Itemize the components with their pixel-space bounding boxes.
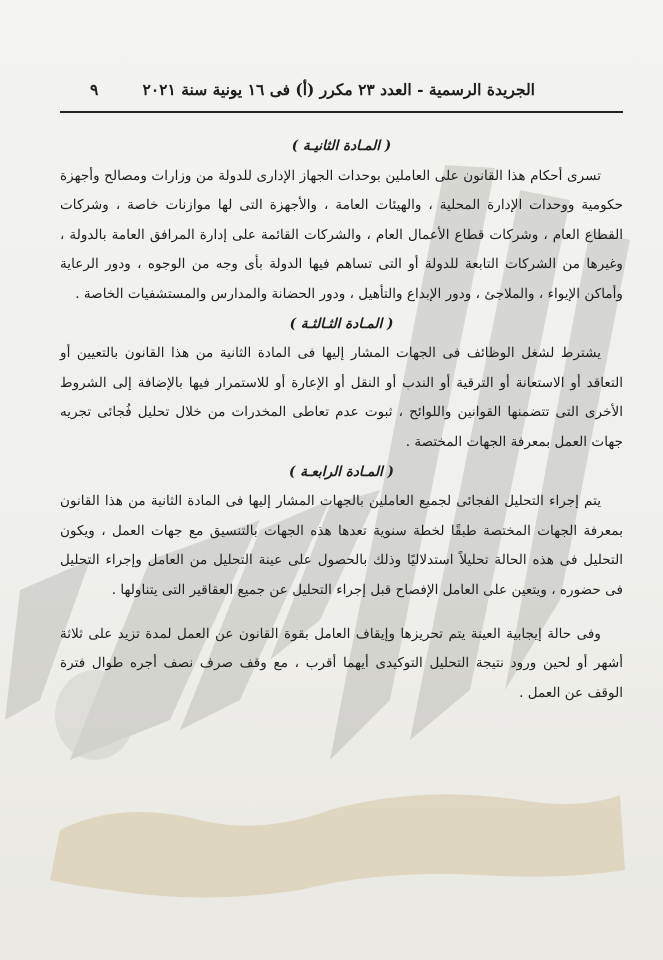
article-two-heading: ( المـادة الثانيـة ) — [291, 138, 392, 154]
article-four-text-2: وفى حالة إيجابية العينة يتم تحريزها وإيقاف العامل بقوة القانون عن العمل لمدة تزيد على ثلاثة أشهر أو لحين ورود نتيجة التحليل التوكيدى أيهما أقرب ، مع وقف صرف نصف أجره طوال فترة الوقف عن العمل . — [60, 625, 623, 701]
header-title: الجريدة الرسمية - العدد ٢٣ مكرر (أ) فى ١٦ يونية سنة ٢٠٢١ — [142, 80, 535, 99]
article-three-heading: ( المـادة الثـالثـة ) — [289, 315, 394, 332]
article-four-text: يتم إجراء التحليل الفجائى لجميع العاملين بالجهات المشار إليها فى المادة الثانية من هذا القانون بمعرفة الجهات المختصة طبقًا لخطة سنوية تعدها هذه الجهات بالتنسيق مع جهات العمل ، ويكون التحليل فى هذه الحالة تحليلاً استدلاليًا وذلك بالحصول على عينة التحليل من العامل وإجراء التحليل فى حضوره ، ويتعين على العامل الإفصاح قبل إجراء التحليل عن جميع العقاقير التى يتناولها . — [60, 493, 623, 598]
page-number: ٩ — [90, 80, 99, 99]
document-body — [60, 132, 623, 708]
header-divider — [60, 111, 623, 113]
article-three-text: يشترط لشغل الوظائف فى الجهات المشار إليها فى المادة الثانية من هذا القانون بالتعيين أو التعاقد أو الاستعانة أو الترقية أو الندب أو النقل أو الإعارة أو للاستمرار فيها بالإضافة إلى الشروط الأخرى التى تتضمنها القوانين واللوائح ، ثبوت عدم تعاطى المخدرات من خلال تحليل فُجائى تجريه جهات العمل بمعرفة الجهات المختصة . — [60, 345, 623, 450]
article-two-text: تسرى أحكام هذا القانون على العاملين بوحدات الجهاز الإدارى للدولة من وزارات ومصالح وأجهزة حكومية ووحدات الإدارة المحلية ، والهيئات العامة ، والأجهزة التى لها موازنات خاصة ، وشركات القطاع العام ، وشركات قطاع الأعمال العام ، والشركات القائمة على إدارة المرافق العامة بالدولة ، وغيرها من الشركات التابعة للدولة أو التى تساهم فيها الدولة بأى وجه من الوجوه ، ودور الرعاية وأماكن الإيواء ، والملاجئ ، ودور الإبداع والتأهيل ، ودور الحضانة والمدارس والمستشفيات الخاصة . — [60, 167, 623, 302]
article-four-heading: ( المـادة الرابعـة ) — [289, 463, 394, 480]
page-header — [90, 80, 535, 99]
